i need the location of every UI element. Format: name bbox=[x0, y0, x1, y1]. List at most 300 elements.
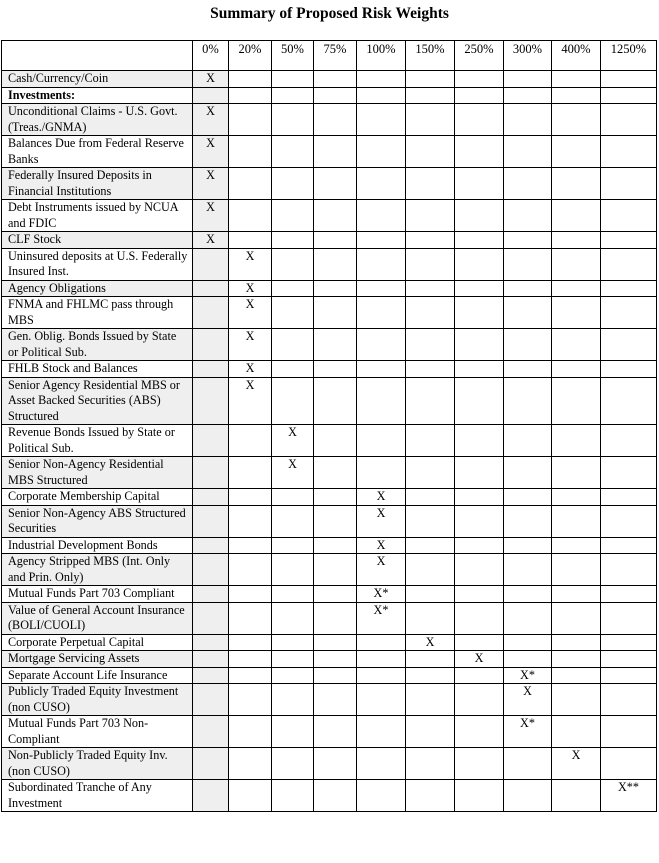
column-header: 0% bbox=[193, 41, 229, 71]
weight-mark-cell bbox=[504, 457, 552, 489]
weight-mark-cell bbox=[504, 297, 552, 329]
weight-mark-cell bbox=[601, 87, 657, 104]
weight-mark-cell bbox=[314, 425, 357, 457]
column-header: 100% bbox=[357, 41, 406, 71]
weight-mark-cell: X* bbox=[504, 716, 552, 748]
weight-mark-cell bbox=[406, 71, 455, 88]
row-label: Value of General Account Insurance (BOLI/CUOLI) bbox=[2, 602, 193, 634]
weight-mark-cell bbox=[272, 104, 314, 136]
weight-mark-cell bbox=[455, 457, 504, 489]
weight-mark-cell bbox=[272, 684, 314, 716]
row-label: Senior Non-Agency ABS Structured Securities bbox=[2, 505, 193, 537]
weight-mark-cell: X bbox=[193, 232, 229, 249]
row-label: Balances Due from Federal Reserve Banks bbox=[2, 136, 193, 168]
weight-mark-cell bbox=[552, 87, 601, 104]
weight-mark-cell bbox=[455, 537, 504, 554]
column-header: 75% bbox=[314, 41, 357, 71]
weight-mark-cell bbox=[229, 716, 272, 748]
header-corner bbox=[2, 41, 193, 71]
weight-mark-cell bbox=[229, 505, 272, 537]
weight-mark-cell bbox=[406, 425, 455, 457]
weight-mark-cell bbox=[406, 361, 455, 378]
weight-mark-cell bbox=[314, 297, 357, 329]
weight-mark-cell bbox=[552, 634, 601, 651]
weight-mark-cell bbox=[193, 716, 229, 748]
weight-mark-cell bbox=[357, 634, 406, 651]
weight-mark-cell bbox=[193, 537, 229, 554]
table-row bbox=[2, 554, 657, 586]
weight-mark-cell bbox=[193, 297, 229, 329]
weight-mark-cell bbox=[455, 280, 504, 297]
row-label: Revenue Bonds Issued by State or Political Sub. bbox=[2, 425, 193, 457]
weight-mark-cell bbox=[455, 200, 504, 232]
weight-mark-cell bbox=[552, 136, 601, 168]
weight-mark-cell bbox=[601, 602, 657, 634]
weight-mark-cell: X bbox=[193, 168, 229, 200]
weight-mark-cell bbox=[193, 377, 229, 425]
table-row bbox=[2, 425, 657, 457]
table-row bbox=[2, 361, 657, 378]
weight-mark-cell bbox=[601, 280, 657, 297]
weight-mark-cell bbox=[406, 200, 455, 232]
weight-mark-cell bbox=[406, 87, 455, 104]
weight-mark-cell bbox=[406, 537, 455, 554]
weight-mark-cell bbox=[552, 586, 601, 603]
weight-mark-cell bbox=[229, 168, 272, 200]
weight-mark-cell bbox=[193, 586, 229, 603]
weight-mark-cell bbox=[504, 232, 552, 249]
row-label: Subordinated Tranche of Any Investment bbox=[2, 780, 193, 812]
weight-mark-cell bbox=[406, 667, 455, 684]
weight-mark-cell bbox=[357, 200, 406, 232]
weight-mark-cell bbox=[357, 168, 406, 200]
weight-mark-cell bbox=[601, 297, 657, 329]
weight-mark-cell bbox=[272, 297, 314, 329]
weight-mark-cell bbox=[314, 377, 357, 425]
weight-mark-cell bbox=[455, 602, 504, 634]
weight-mark-cell bbox=[504, 586, 552, 603]
weight-mark-cell bbox=[406, 748, 455, 780]
weight-mark-cell bbox=[229, 554, 272, 586]
weight-mark-cell bbox=[314, 136, 357, 168]
weight-mark-cell bbox=[504, 748, 552, 780]
weight-mark-cell bbox=[504, 361, 552, 378]
weight-mark-cell bbox=[229, 602, 272, 634]
weight-mark-cell bbox=[357, 684, 406, 716]
row-label: Cash/Currency/Coin bbox=[2, 71, 193, 88]
weight-mark-cell bbox=[406, 651, 455, 668]
weight-mark-cell bbox=[504, 425, 552, 457]
weight-mark-cell bbox=[357, 748, 406, 780]
weight-mark-cell bbox=[552, 425, 601, 457]
weight-mark-cell bbox=[272, 537, 314, 554]
weight-mark-cell bbox=[272, 168, 314, 200]
weight-mark-cell bbox=[601, 489, 657, 506]
row-label: Gen. Oblig. Bonds Issued by State or Political Sub. bbox=[2, 329, 193, 361]
weight-mark-cell bbox=[272, 361, 314, 378]
row-label: CLF Stock bbox=[2, 232, 193, 249]
row-label: Unconditional Claims - U.S. Govt. (Treas./GNMA) bbox=[2, 104, 193, 136]
weight-mark-cell bbox=[357, 651, 406, 668]
weight-mark-cell bbox=[272, 71, 314, 88]
weight-mark-cell bbox=[272, 651, 314, 668]
weight-mark-cell bbox=[193, 780, 229, 812]
weight-mark-cell bbox=[229, 651, 272, 668]
weight-mark-cell bbox=[552, 667, 601, 684]
table-row bbox=[2, 651, 657, 668]
weight-mark-cell bbox=[504, 329, 552, 361]
weight-mark-cell bbox=[193, 87, 229, 104]
row-label: Mutual Funds Part 703 Non-Compliant bbox=[2, 716, 193, 748]
weight-mark-cell bbox=[193, 634, 229, 651]
weight-mark-cell bbox=[406, 780, 455, 812]
weight-mark-cell bbox=[455, 780, 504, 812]
row-label: Publicly Traded Equity Investment (non CUSO) bbox=[2, 684, 193, 716]
weight-mark-cell: X bbox=[229, 361, 272, 378]
weight-mark-cell bbox=[406, 684, 455, 716]
weight-mark-cell bbox=[314, 280, 357, 297]
weight-mark-cell bbox=[504, 634, 552, 651]
weight-mark-cell bbox=[357, 780, 406, 812]
weight-mark-cell bbox=[504, 168, 552, 200]
weight-mark-cell bbox=[314, 71, 357, 88]
table-row bbox=[2, 87, 657, 104]
weight-mark-cell bbox=[193, 457, 229, 489]
weight-mark-cell bbox=[455, 71, 504, 88]
column-header: 50% bbox=[272, 41, 314, 71]
weight-mark-cell: X bbox=[229, 280, 272, 297]
weight-mark-cell bbox=[552, 684, 601, 716]
weight-mark-cell bbox=[272, 200, 314, 232]
weight-mark-cell bbox=[504, 71, 552, 88]
weight-mark-cell bbox=[455, 684, 504, 716]
weight-mark-cell: X* bbox=[504, 667, 552, 684]
row-label: FNMA and FHLMC pass through MBS bbox=[2, 297, 193, 329]
weight-mark-cell bbox=[552, 457, 601, 489]
weight-mark-cell bbox=[455, 748, 504, 780]
row-label: Corporate Perpetual Capital bbox=[2, 634, 193, 651]
weight-mark-cell bbox=[193, 425, 229, 457]
weight-mark-cell bbox=[406, 489, 455, 506]
weight-mark-cell bbox=[229, 232, 272, 249]
weight-mark-cell bbox=[504, 505, 552, 537]
weight-mark-cell bbox=[229, 489, 272, 506]
weight-mark-cell: X bbox=[272, 457, 314, 489]
weight-mark-cell bbox=[504, 602, 552, 634]
weight-mark-cell bbox=[406, 377, 455, 425]
weight-mark-cell bbox=[193, 280, 229, 297]
weight-mark-cell bbox=[357, 716, 406, 748]
weight-mark-cell bbox=[406, 248, 455, 280]
weight-mark-cell bbox=[193, 329, 229, 361]
weight-mark-cell bbox=[314, 361, 357, 378]
weight-mark-cell bbox=[314, 168, 357, 200]
weight-mark-cell bbox=[357, 329, 406, 361]
weight-mark-cell bbox=[601, 667, 657, 684]
weight-mark-cell bbox=[229, 136, 272, 168]
weight-mark-cell bbox=[455, 554, 504, 586]
weight-mark-cell bbox=[455, 168, 504, 200]
weight-mark-cell bbox=[193, 684, 229, 716]
weight-mark-cell bbox=[504, 554, 552, 586]
weight-mark-cell bbox=[552, 248, 601, 280]
weight-mark-cell bbox=[552, 71, 601, 88]
weight-mark-cell bbox=[406, 602, 455, 634]
weight-mark-cell bbox=[406, 168, 455, 200]
weight-mark-cell bbox=[406, 716, 455, 748]
weight-mark-cell bbox=[272, 505, 314, 537]
weight-mark-cell bbox=[455, 667, 504, 684]
weight-mark-cell bbox=[314, 87, 357, 104]
weight-mark-cell bbox=[193, 651, 229, 668]
weight-mark-cell bbox=[272, 716, 314, 748]
table-row bbox=[2, 168, 657, 200]
weight-mark-cell bbox=[193, 248, 229, 280]
weight-mark-cell: X bbox=[357, 537, 406, 554]
weight-mark-cell bbox=[504, 136, 552, 168]
weight-mark-cell bbox=[314, 248, 357, 280]
weight-mark-cell bbox=[229, 71, 272, 88]
row-label: Non-Publicly Traded Equity Inv. (non CUSO) bbox=[2, 748, 193, 780]
weight-mark-cell bbox=[504, 104, 552, 136]
weight-mark-cell bbox=[504, 200, 552, 232]
table-row bbox=[2, 780, 657, 812]
weight-mark-cell: X* bbox=[357, 586, 406, 603]
table-row bbox=[2, 136, 657, 168]
weight-mark-cell: X bbox=[193, 136, 229, 168]
weight-mark-cell bbox=[601, 716, 657, 748]
weight-mark-cell bbox=[601, 651, 657, 668]
table-row bbox=[2, 748, 657, 780]
weight-mark-cell: X bbox=[193, 200, 229, 232]
weight-mark-cell bbox=[601, 361, 657, 378]
row-label: Senior Non-Agency Residential MBS Structured bbox=[2, 457, 193, 489]
table-row bbox=[2, 716, 657, 748]
weight-mark-cell bbox=[314, 684, 357, 716]
weight-mark-cell bbox=[552, 280, 601, 297]
weight-mark-cell bbox=[504, 87, 552, 104]
weight-mark-cell bbox=[601, 168, 657, 200]
weight-mark-cell bbox=[601, 248, 657, 280]
weight-mark-cell bbox=[552, 297, 601, 329]
weight-mark-cell bbox=[601, 104, 657, 136]
table-row bbox=[2, 329, 657, 361]
weight-mark-cell bbox=[357, 248, 406, 280]
weight-mark-cell bbox=[552, 554, 601, 586]
weight-mark-cell bbox=[357, 457, 406, 489]
column-header: 300% bbox=[504, 41, 552, 71]
row-label: FHLB Stock and Balances bbox=[2, 361, 193, 378]
weight-mark-cell bbox=[314, 651, 357, 668]
weight-mark-cell bbox=[601, 377, 657, 425]
weight-mark-cell bbox=[314, 716, 357, 748]
row-label: Industrial Development Bonds bbox=[2, 537, 193, 554]
weight-mark-cell bbox=[455, 377, 504, 425]
table-row bbox=[2, 280, 657, 297]
weight-mark-cell bbox=[455, 232, 504, 249]
table-row bbox=[2, 505, 657, 537]
weight-mark-cell bbox=[601, 634, 657, 651]
weight-mark-cell bbox=[229, 748, 272, 780]
table-row bbox=[2, 586, 657, 603]
weight-mark-cell: X bbox=[406, 634, 455, 651]
weight-mark-cell bbox=[504, 280, 552, 297]
weight-mark-cell bbox=[601, 748, 657, 780]
weight-mark-cell: X** bbox=[601, 780, 657, 812]
weight-mark-cell: X bbox=[357, 505, 406, 537]
weight-mark-cell bbox=[601, 136, 657, 168]
table-row bbox=[2, 457, 657, 489]
table-row bbox=[2, 489, 657, 506]
table-row bbox=[2, 377, 657, 425]
row-label: Separate Account Life Insurance bbox=[2, 667, 193, 684]
weight-mark-cell: X bbox=[455, 651, 504, 668]
table-row bbox=[2, 248, 657, 280]
weight-mark-cell bbox=[229, 87, 272, 104]
weight-mark-cell bbox=[552, 505, 601, 537]
row-label: Uninsured deposits at U.S. Federally Insured Inst. bbox=[2, 248, 193, 280]
weight-mark-cell bbox=[601, 537, 657, 554]
weight-mark-cell bbox=[314, 537, 357, 554]
weight-mark-cell: X bbox=[229, 248, 272, 280]
table-row bbox=[2, 684, 657, 716]
weight-mark-cell bbox=[552, 232, 601, 249]
weight-mark-cell bbox=[314, 457, 357, 489]
weight-mark-cell: X bbox=[229, 377, 272, 425]
row-label: Investments: bbox=[2, 87, 193, 104]
weight-mark-cell bbox=[455, 634, 504, 651]
weight-mark-cell bbox=[272, 667, 314, 684]
row-label: Mutual Funds Part 703 Compliant bbox=[2, 586, 193, 603]
weight-mark-cell bbox=[314, 586, 357, 603]
weight-mark-cell bbox=[504, 537, 552, 554]
weight-mark-cell bbox=[229, 457, 272, 489]
weight-mark-cell bbox=[272, 489, 314, 506]
row-label: Agency Stripped MBS (Int. Only and Prin. Only) bbox=[2, 554, 193, 586]
weight-mark-cell bbox=[455, 297, 504, 329]
weight-mark-cell bbox=[272, 377, 314, 425]
weight-mark-cell bbox=[504, 780, 552, 812]
weight-mark-cell bbox=[406, 232, 455, 249]
table-row bbox=[2, 634, 657, 651]
weight-mark-cell bbox=[229, 684, 272, 716]
weight-mark-cell bbox=[229, 537, 272, 554]
weight-mark-cell bbox=[229, 586, 272, 603]
weight-mark-cell: X bbox=[552, 748, 601, 780]
weight-mark-cell bbox=[601, 554, 657, 586]
weight-mark-cell bbox=[193, 667, 229, 684]
weight-mark-cell: X bbox=[357, 489, 406, 506]
weight-mark-cell bbox=[357, 71, 406, 88]
weight-mark-cell bbox=[601, 232, 657, 249]
weight-mark-cell bbox=[552, 200, 601, 232]
risk-weights-table bbox=[1, 40, 657, 812]
weight-mark-cell bbox=[455, 425, 504, 457]
weight-mark-cell bbox=[601, 505, 657, 537]
weight-mark-cell bbox=[357, 667, 406, 684]
weight-mark-cell bbox=[357, 280, 406, 297]
weight-mark-cell bbox=[601, 71, 657, 88]
weight-mark-cell bbox=[504, 651, 552, 668]
weight-mark-cell bbox=[272, 586, 314, 603]
weight-mark-cell bbox=[406, 505, 455, 537]
weight-mark-cell bbox=[552, 651, 601, 668]
table-row bbox=[2, 200, 657, 232]
weight-mark-cell bbox=[314, 602, 357, 634]
weight-mark-cell bbox=[552, 489, 601, 506]
weight-mark-cell bbox=[193, 748, 229, 780]
weight-mark-cell: X bbox=[229, 297, 272, 329]
weight-mark-cell bbox=[193, 602, 229, 634]
weight-mark-cell bbox=[193, 505, 229, 537]
table-row bbox=[2, 667, 657, 684]
weight-mark-cell bbox=[504, 489, 552, 506]
weight-mark-cell bbox=[504, 248, 552, 280]
weight-mark-cell bbox=[552, 361, 601, 378]
weight-mark-cell bbox=[357, 361, 406, 378]
header-row bbox=[2, 41, 657, 71]
weight-mark-cell bbox=[314, 554, 357, 586]
weight-mark-cell bbox=[272, 554, 314, 586]
weight-mark-cell bbox=[406, 297, 455, 329]
weight-mark-cell bbox=[193, 489, 229, 506]
weight-mark-cell bbox=[229, 104, 272, 136]
weight-mark-cell bbox=[601, 329, 657, 361]
weight-mark-cell bbox=[272, 248, 314, 280]
weight-mark-cell bbox=[455, 87, 504, 104]
weight-mark-cell bbox=[229, 200, 272, 232]
weight-mark-cell bbox=[455, 329, 504, 361]
weight-mark-cell bbox=[357, 297, 406, 329]
weight-mark-cell bbox=[552, 537, 601, 554]
weight-mark-cell bbox=[455, 248, 504, 280]
weight-mark-cell bbox=[193, 554, 229, 586]
weight-mark-cell bbox=[552, 377, 601, 425]
weight-mark-cell bbox=[455, 505, 504, 537]
weight-mark-cell bbox=[455, 489, 504, 506]
table-title: Summary of Proposed Risk Weights bbox=[210, 5, 449, 22]
weight-mark-cell bbox=[229, 780, 272, 812]
table-row bbox=[2, 602, 657, 634]
weight-mark-cell bbox=[601, 200, 657, 232]
weight-mark-cell bbox=[601, 457, 657, 489]
weight-mark-cell bbox=[314, 200, 357, 232]
weight-mark-cell bbox=[406, 586, 455, 603]
weight-mark-cell bbox=[601, 684, 657, 716]
weight-mark-cell: X bbox=[193, 71, 229, 88]
row-label: Debt Instruments issued by NCUA and FDIC bbox=[2, 200, 193, 232]
weight-mark-cell bbox=[272, 87, 314, 104]
weight-mark-cell bbox=[552, 168, 601, 200]
weight-mark-cell bbox=[314, 780, 357, 812]
weight-mark-cell bbox=[229, 667, 272, 684]
weight-mark-cell bbox=[272, 280, 314, 297]
weight-mark-cell bbox=[314, 505, 357, 537]
weight-mark-cell bbox=[455, 104, 504, 136]
weight-mark-cell bbox=[357, 136, 406, 168]
column-header: 400% bbox=[552, 41, 601, 71]
weight-mark-cell: X bbox=[229, 329, 272, 361]
weight-mark-cell bbox=[406, 457, 455, 489]
weight-mark-cell bbox=[601, 425, 657, 457]
weight-mark-cell: X bbox=[272, 425, 314, 457]
weight-mark-cell bbox=[552, 329, 601, 361]
weight-mark-cell bbox=[272, 748, 314, 780]
weight-mark-cell bbox=[406, 104, 455, 136]
weight-mark-cell bbox=[314, 329, 357, 361]
column-header: 150% bbox=[406, 41, 455, 71]
weight-mark-cell bbox=[193, 361, 229, 378]
